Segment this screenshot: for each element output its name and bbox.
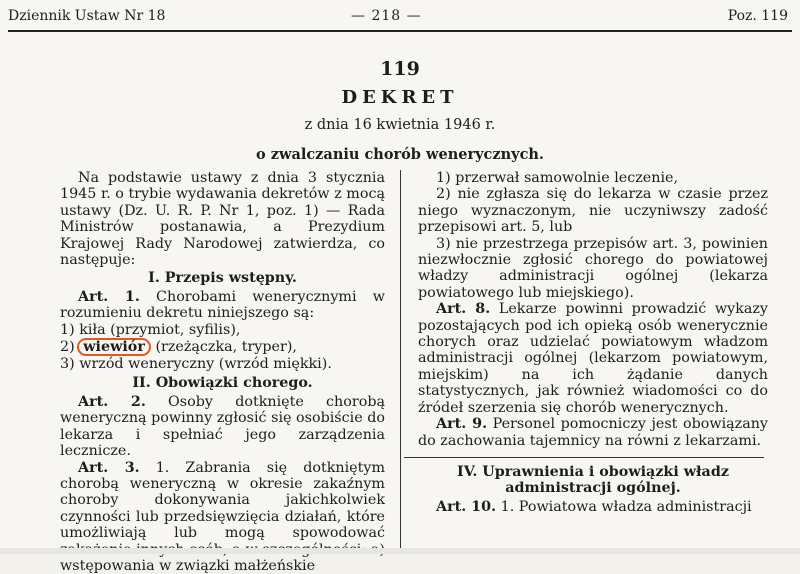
right-item-1: 1) przerwał samowolnie leczenie, [418,170,768,186]
article-10 [418,499,768,515]
article-3 [60,460,385,574]
section-heading-2: II. Obowiązki chorego. [60,375,385,391]
article-8 [418,301,768,416]
article-3-label: Art. 3. [78,460,140,476]
article-9 [418,416,768,449]
left-column [60,170,385,574]
journal-name: Dziennik Ustaw Nr 18 [8,8,165,24]
decree-date: z dnia 16 kwietnia 1946 r. [0,117,800,133]
article-2-text: Osoby dotknięte chorobą weneryczną powinny zgłosić się osobiście do lekarza i spełniać jego zarządzenia lecznicze. [60,394,385,459]
article-8-label: Art. 8. [436,301,490,317]
position-number: Poz. 119 [728,8,788,24]
list-item-2-rest: (rzeżączka, tryper), [155,339,297,355]
preamble: Na podstawie ustawy z dnia 3 stycznia 1945 r. o trybie wydawania dekretów z mocą ustawy (Dz. U. R. P. Nr 1, poz. 1) — Rada Ministrów postanawia, a Prezydium Krajowej Rady Narodowej zatwierdza, co następuje: [60,170,385,268]
article-1-text: Chorobami wenerycznymi w rozumieniu dekretu niniejszego są: [60,289,385,321]
article-1 [60,289,385,322]
article-3-text: 1. Zabrania się dotkniętym chorobą weneryczną w okresie zakaźnym choroby dokonywania jakichkolwiek czynności lub przedsięwzięcia działań, które umożliwiają lub mogą spowodować wstępowania w związki małżeńskie [60,460,385,574]
bottom-edge [0,548,800,554]
list-item-3: 3) wrzód weneryczny (wrzód miękki). [60,356,385,372]
header-rule [8,30,792,32]
article-9-text: Personel pomocniczy jest obowiązany do zachowania tajemnicy na równi z lekarzami. [418,416,768,448]
section-separator [404,457,764,458]
column-divider [400,170,401,554]
article-2 [60,394,385,460]
article-2-label: Art. 2. [78,394,146,410]
article-8-text: Lekarze powinni prowadzić wykazy pozostających pod ich opieką osób wenerycznie chorych oraz udzielać powiatowym władzom administracji ogólnej (lekarzom powiatowym, miejskim) na ich żądanie danych statystycznych, jak również wiadomości co do źródeł szerzenia się chorób wenerycznych. [418,301,768,415]
circled-word: wiewiór [77,338,151,356]
page-number: — 218 — [351,8,422,24]
list-item-2-number: 2) [60,339,75,355]
list-item-1: 1) kiła (przymiot, syfilis), [60,322,385,338]
section-heading-4: IV. Uprawnienia i obowiązki władz administracji ogólnej. [418,464,768,497]
right-item-2: 2) nie zgłasza się do lekarza w czasie przez niego wyznaczonym, nie uczyniwszy zadość przepisowi art. 5, lub [418,186,768,235]
right-item-3: 3) nie przestrzega przepisów art. 3, powinien niezwłocznie zgłosić chorego do powiatowej władzy administracji ogólnej (lekarza powiatowego lub miejskiego). [418,236,768,302]
decree-title: DEKRET [0,87,800,108]
article-9-label: Art. 9. [436,416,487,432]
right-column [418,170,768,515]
article-10-label: Art. 10. [436,499,496,515]
decree-number: 119 [0,58,800,80]
page-header [6,4,794,28]
section-heading-1: I. Przepis wstępny. [60,270,385,286]
article-1-label: Art. 1. [78,289,140,305]
article-10-text: 1. Powiatowa władza administracji [496,499,752,515]
decree-subject: o zwalczaniu chorób wenerycznych. [0,146,800,163]
list-item-2 [60,338,385,356]
